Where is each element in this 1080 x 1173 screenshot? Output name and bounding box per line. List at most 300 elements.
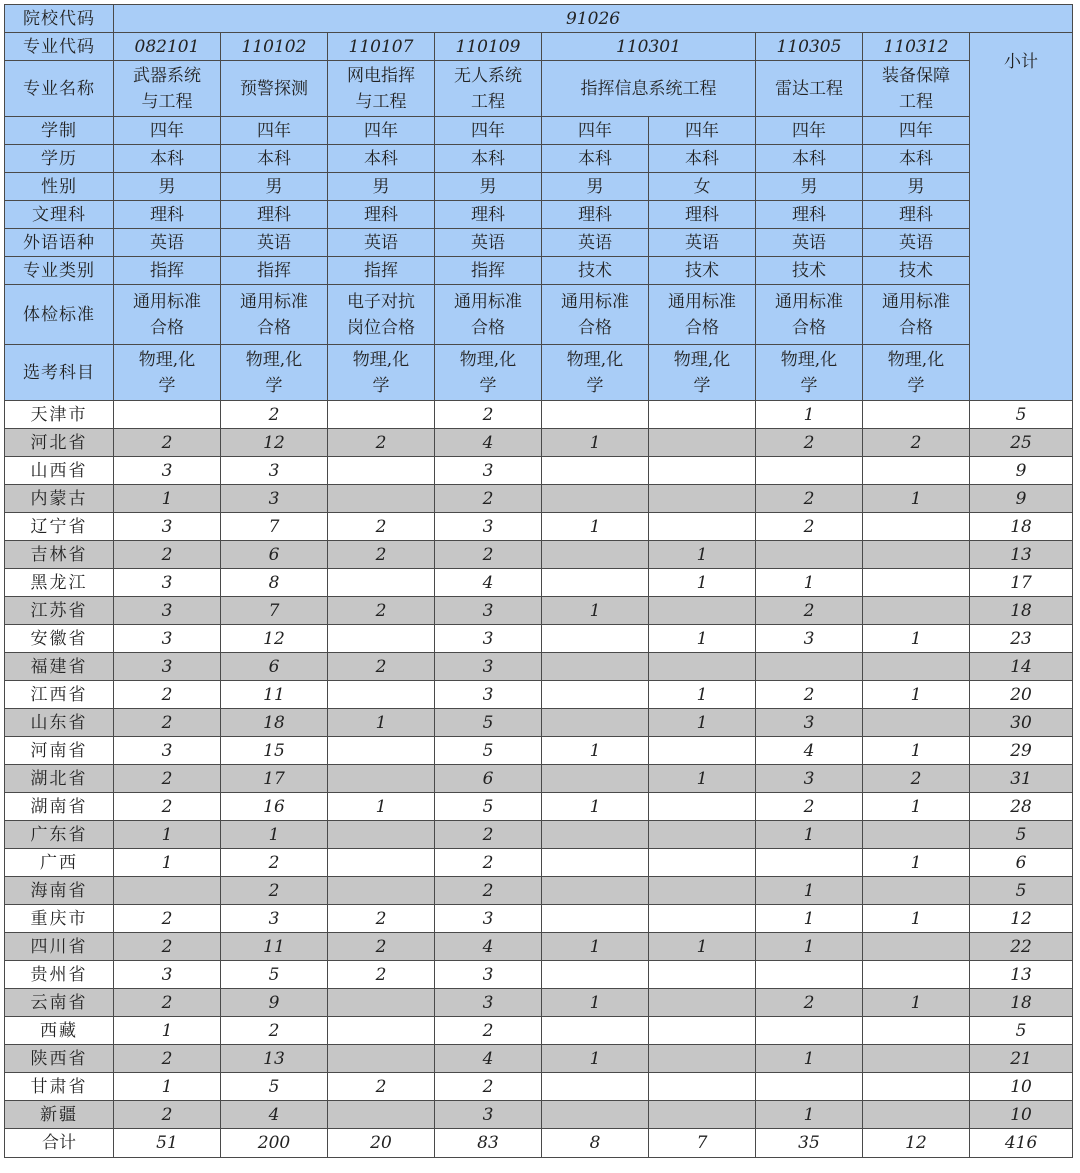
attribute-value: 英语 (435, 229, 542, 257)
quota-cell: 2 (756, 793, 863, 821)
physical-exam-row (5, 285, 1073, 345)
table-row (5, 457, 1073, 485)
quota-cell (328, 989, 435, 1017)
province-name: 甘肃省 (5, 1073, 114, 1101)
quota-cell (756, 541, 863, 569)
cell-line: 通用标准 (882, 291, 950, 312)
quota-cell (542, 681, 649, 709)
quota-cell: 2 (328, 961, 435, 989)
attribute-value: 四年 (328, 117, 435, 145)
row-subtotal: 21 (970, 1045, 1073, 1073)
row-subtotal: 25 (970, 429, 1073, 457)
quota-cell: 3 (756, 625, 863, 653)
quota-cell (649, 1017, 756, 1045)
total-label: 合计 (5, 1129, 114, 1158)
attribute-value: 英语 (649, 229, 756, 257)
quota-cell: 1 (542, 597, 649, 625)
attribute-value: 本科 (649, 145, 756, 173)
row-subtotal: 22 (970, 933, 1073, 961)
quota-cell (542, 849, 649, 877)
quota-cell: 3 (114, 653, 221, 681)
attribute-value: 男 (863, 173, 970, 201)
quota-cell (649, 1073, 756, 1101)
enrollment-plan-table-wrapper (4, 4, 1072, 1158)
quota-cell: 4 (435, 569, 542, 597)
attribute-value: 理科 (328, 201, 435, 229)
attribute-value: 理科 (435, 201, 542, 229)
quota-cell: 2 (328, 905, 435, 933)
attribute-value: 四年 (863, 117, 970, 145)
major-name-row (5, 61, 1073, 117)
quota-cell (756, 1017, 863, 1045)
quota-cell: 7 (221, 513, 328, 541)
major-name-line1: 预警探测 (240, 78, 308, 99)
quota-cell: 3 (114, 737, 221, 765)
quota-cell (756, 1073, 863, 1101)
attribute-value: 英语 (756, 229, 863, 257)
quota-cell: 2 (863, 765, 970, 793)
table-row (5, 765, 1073, 793)
quota-cell: 1 (756, 1045, 863, 1073)
cell-line: 学 (265, 375, 283, 396)
cell-line: 通用标准 (454, 291, 522, 312)
quota-cell (649, 793, 756, 821)
physical-exam-label: 体检标准 (5, 285, 114, 345)
table-row (5, 1017, 1073, 1045)
attribute-value: 男 (114, 173, 221, 201)
quota-cell: 2 (756, 989, 863, 1017)
attribute-value: 理科 (542, 201, 649, 229)
province-name: 新疆 (5, 1101, 114, 1129)
quota-cell (328, 569, 435, 597)
attribute-label: 性别 (5, 173, 114, 201)
quota-cell: 5 (435, 793, 542, 821)
major-name-line2: 工程 (471, 91, 505, 112)
quota-cell (863, 877, 970, 905)
attribute-value: 本科 (221, 145, 328, 173)
quota-cell: 1 (649, 933, 756, 961)
quota-cell: 1 (114, 1017, 221, 1045)
row-subtotal: 29 (970, 737, 1073, 765)
major-code-label: 专业代码 (5, 33, 114, 61)
quota-cell: 3 (114, 597, 221, 625)
quota-cell: 2 (435, 1073, 542, 1101)
attribute-value: 指挥 (221, 257, 328, 285)
attribute-value: 四年 (756, 117, 863, 145)
quota-cell: 2 (221, 1017, 328, 1045)
attribute-value: 技术 (756, 257, 863, 285)
quota-cell: 1 (863, 681, 970, 709)
quota-cell (863, 1073, 970, 1101)
quota-cell: 1 (756, 905, 863, 933)
row-subtotal: 9 (970, 457, 1073, 485)
province-name: 湖北省 (5, 765, 114, 793)
table-row (5, 653, 1073, 681)
province-name: 吉林省 (5, 541, 114, 569)
exam-subjects-value (435, 345, 542, 401)
cell-line: 物理,化 (138, 349, 196, 370)
quota-cell: 1 (649, 681, 756, 709)
row-subtotal: 31 (970, 765, 1073, 793)
quota-cell (542, 1073, 649, 1101)
attribute-label: 学历 (5, 145, 114, 173)
table-row (5, 681, 1073, 709)
subtotal-label: 小计 (1004, 51, 1039, 72)
province-name: 贵州省 (5, 961, 114, 989)
quota-cell (542, 961, 649, 989)
quota-cell: 3 (221, 485, 328, 513)
row-subtotal: 17 (970, 569, 1073, 597)
exam-subjects-label: 选考科目 (5, 345, 114, 401)
attribute-value: 英语 (221, 229, 328, 257)
row-subtotal: 5 (970, 401, 1073, 429)
attribute-value: 男 (221, 173, 328, 201)
quota-cell (649, 877, 756, 905)
attribute-value: 技术 (649, 257, 756, 285)
table-row (5, 1045, 1073, 1073)
attribute-row (5, 201, 1073, 229)
exam-subjects-value (649, 345, 756, 401)
quota-cell: 2 (435, 849, 542, 877)
quota-cell: 1 (542, 737, 649, 765)
row-subtotal: 28 (970, 793, 1073, 821)
quota-cell: 9 (221, 989, 328, 1017)
row-subtotal: 10 (970, 1073, 1073, 1101)
quota-cell: 5 (435, 737, 542, 765)
quota-cell (863, 457, 970, 485)
major-name (328, 61, 435, 117)
quota-cell: 15 (221, 737, 328, 765)
enrollment-plan-table (4, 4, 1073, 1158)
cell-line: 通用标准 (668, 291, 736, 312)
attribute-label: 文理科 (5, 201, 114, 229)
province-name: 重庆市 (5, 905, 114, 933)
quota-cell: 1 (863, 905, 970, 933)
attribute-value: 本科 (435, 145, 542, 173)
quota-cell (863, 569, 970, 597)
cell-line: 合格 (899, 317, 933, 338)
major-name (542, 61, 756, 117)
cell-line: 物理,化 (459, 349, 517, 370)
quota-cell (649, 597, 756, 625)
quota-cell (649, 821, 756, 849)
quota-cell (542, 821, 649, 849)
total-row (5, 1129, 1073, 1158)
quota-cell: 4 (756, 737, 863, 765)
row-subtotal: 13 (970, 961, 1073, 989)
cell-line: 学 (479, 375, 497, 396)
row-subtotal: 18 (970, 597, 1073, 625)
attribute-row (5, 145, 1073, 173)
quota-cell: 6 (221, 541, 328, 569)
cell-line: 物理,化 (245, 349, 303, 370)
attribute-value: 理科 (221, 201, 328, 229)
row-subtotal: 30 (970, 709, 1073, 737)
row-subtotal: 9 (970, 485, 1073, 513)
quota-cell (328, 1045, 435, 1073)
quota-cell (649, 737, 756, 765)
major-name-line1: 网电指挥 (347, 65, 415, 86)
quota-cell (328, 737, 435, 765)
quota-cell (649, 961, 756, 989)
attribute-value: 本科 (863, 145, 970, 173)
attribute-value: 英语 (328, 229, 435, 257)
quota-cell: 2 (328, 597, 435, 625)
quota-cell: 1 (221, 821, 328, 849)
quota-cell (649, 905, 756, 933)
row-subtotal: 23 (970, 625, 1073, 653)
quota-cell: 12 (221, 625, 328, 653)
quota-cell: 1 (649, 625, 756, 653)
total-cell: 8 (542, 1129, 649, 1158)
attribute-value: 四年 (221, 117, 328, 145)
province-name: 海南省 (5, 877, 114, 905)
major-name-line2: 工程 (899, 91, 933, 112)
exam-subjects-value (542, 345, 649, 401)
cell-line: 学 (158, 375, 176, 396)
quota-cell: 2 (114, 681, 221, 709)
cell-line: 合格 (792, 317, 826, 338)
quota-cell (649, 849, 756, 877)
province-name: 广西 (5, 849, 114, 877)
table-row (5, 1073, 1073, 1101)
table-row (5, 961, 1073, 989)
quota-cell: 1 (863, 485, 970, 513)
quota-cell: 3 (435, 513, 542, 541)
row-subtotal: 6 (970, 849, 1073, 877)
quota-cell (863, 709, 970, 737)
major-code: 082101 (114, 33, 221, 61)
attribute-value: 理科 (756, 201, 863, 229)
quota-cell: 3 (114, 569, 221, 597)
quota-cell: 1 (649, 541, 756, 569)
quota-cell: 2 (328, 429, 435, 457)
quota-cell: 4 (221, 1101, 328, 1129)
major-code: 110109 (435, 33, 542, 61)
quota-cell: 1 (756, 933, 863, 961)
cell-line: 物理,化 (887, 349, 945, 370)
table-row (5, 737, 1073, 765)
quota-cell: 1 (649, 709, 756, 737)
quota-cell (649, 989, 756, 1017)
physical-exam-value (435, 285, 542, 345)
quota-cell: 2 (328, 933, 435, 961)
row-subtotal: 20 (970, 681, 1073, 709)
quota-cell: 3 (435, 989, 542, 1017)
major-name (221, 61, 328, 117)
quota-cell: 2 (114, 541, 221, 569)
table-row (5, 793, 1073, 821)
major-name (435, 61, 542, 117)
province-name: 广东省 (5, 821, 114, 849)
quota-cell (863, 1045, 970, 1073)
quota-cell: 13 (221, 1045, 328, 1073)
quota-cell: 17 (221, 765, 328, 793)
table-row (5, 513, 1073, 541)
province-name: 陕西省 (5, 1045, 114, 1073)
subtotal-header (970, 33, 1073, 401)
school-code-value: 91026 (114, 5, 1073, 33)
attribute-value: 男 (435, 173, 542, 201)
quota-cell (542, 653, 649, 681)
major-name-line1: 无人系统 (454, 65, 522, 86)
quota-cell (863, 1017, 970, 1045)
quota-cell (114, 401, 221, 429)
quota-cell: 1 (756, 1101, 863, 1129)
total-cell: 51 (114, 1129, 221, 1158)
exam-subjects-value (221, 345, 328, 401)
province-name: 江苏省 (5, 597, 114, 625)
cell-line: 物理,化 (352, 349, 410, 370)
row-subtotal: 5 (970, 1017, 1073, 1045)
quota-cell (328, 1017, 435, 1045)
quota-cell: 1 (542, 513, 649, 541)
quota-cell: 2 (221, 877, 328, 905)
attribute-value: 女 (649, 173, 756, 201)
quota-cell: 1 (114, 821, 221, 849)
quota-cell: 2 (756, 429, 863, 457)
quota-cell (328, 877, 435, 905)
quota-cell: 1 (863, 849, 970, 877)
quota-cell: 3 (114, 625, 221, 653)
quota-cell (328, 821, 435, 849)
quota-cell (328, 1101, 435, 1129)
attribute-value: 男 (328, 173, 435, 201)
quota-cell (863, 653, 970, 681)
attribute-value: 技术 (542, 257, 649, 285)
cell-line: 合格 (150, 317, 184, 338)
quota-cell: 2 (435, 541, 542, 569)
province-name: 山西省 (5, 457, 114, 485)
quota-cell: 1 (542, 429, 649, 457)
major-code: 110301 (542, 33, 756, 61)
province-name: 西藏 (5, 1017, 114, 1045)
quota-cell: 5 (221, 1073, 328, 1101)
quota-cell (649, 457, 756, 485)
major-name-line1: 雷达工程 (775, 78, 843, 99)
major-name-line1: 装备保障 (882, 65, 950, 86)
attribute-row (5, 257, 1073, 285)
quota-cell: 5 (221, 961, 328, 989)
quota-cell: 2 (328, 1073, 435, 1101)
quota-cell: 1 (756, 401, 863, 429)
quota-cell: 2 (328, 653, 435, 681)
quota-cell: 11 (221, 933, 328, 961)
major-name (756, 61, 863, 117)
row-subtotal: 18 (970, 513, 1073, 541)
major-name-line2: 与工程 (355, 91, 407, 112)
province-name: 湖南省 (5, 793, 114, 821)
cell-line: 通用标准 (775, 291, 843, 312)
quota-cell: 1 (114, 1073, 221, 1101)
cell-line: 学 (586, 375, 604, 396)
quota-cell: 2 (114, 793, 221, 821)
attribute-value: 指挥 (435, 257, 542, 285)
quota-cell (542, 1101, 649, 1129)
quota-cell (863, 933, 970, 961)
cell-line: 学 (693, 375, 711, 396)
exam-subjects-value (756, 345, 863, 401)
table-row (5, 429, 1073, 457)
table-row (5, 905, 1073, 933)
cell-line: 合格 (257, 317, 291, 338)
quota-cell (114, 877, 221, 905)
attribute-value: 理科 (863, 201, 970, 229)
cell-line: 通用标准 (240, 291, 308, 312)
quota-cell: 2 (756, 513, 863, 541)
exam-subjects-value (114, 345, 221, 401)
attribute-value: 英语 (863, 229, 970, 257)
quota-cell (863, 541, 970, 569)
quota-cell (328, 457, 435, 485)
total-cell: 12 (863, 1129, 970, 1158)
physical-exam-value (542, 285, 649, 345)
total-cell: 20 (328, 1129, 435, 1158)
quota-cell: 1 (756, 569, 863, 597)
quota-cell (542, 1017, 649, 1045)
quota-cell (328, 485, 435, 513)
quota-cell: 2 (328, 513, 435, 541)
quota-cell: 1 (114, 485, 221, 513)
attribute-value: 四年 (542, 117, 649, 145)
major-name (114, 61, 221, 117)
quota-cell: 2 (863, 429, 970, 457)
quota-cell: 1 (649, 765, 756, 793)
attribute-value: 理科 (114, 201, 221, 229)
quota-cell (863, 1101, 970, 1129)
quota-cell (649, 653, 756, 681)
row-subtotal: 5 (970, 821, 1073, 849)
row-subtotal: 5 (970, 877, 1073, 905)
province-name: 辽宁省 (5, 513, 114, 541)
cell-line: 学 (800, 375, 818, 396)
cell-line: 学 (372, 375, 390, 396)
quota-cell (863, 961, 970, 989)
cell-line: 学 (907, 375, 925, 396)
quota-cell: 1 (542, 1045, 649, 1073)
attribute-value: 男 (542, 173, 649, 201)
table-row (5, 709, 1073, 737)
quota-cell: 3 (435, 625, 542, 653)
quota-cell (649, 429, 756, 457)
row-subtotal: 14 (970, 653, 1073, 681)
table-row (5, 933, 1073, 961)
total-cell: 7 (649, 1129, 756, 1158)
attribute-value: 本科 (756, 145, 863, 173)
quota-cell: 1 (114, 849, 221, 877)
major-code: 110107 (328, 33, 435, 61)
attribute-row (5, 229, 1073, 257)
cell-line: 合格 (685, 317, 719, 338)
quota-cell: 2 (114, 709, 221, 737)
quota-cell: 2 (114, 765, 221, 793)
major-name-line2: 与工程 (141, 91, 193, 112)
attribute-value: 四年 (114, 117, 221, 145)
cell-line: 物理,化 (780, 349, 838, 370)
row-subtotal: 13 (970, 541, 1073, 569)
quota-cell (756, 653, 863, 681)
physical-exam-value (649, 285, 756, 345)
quota-cell (328, 681, 435, 709)
province-name: 四川省 (5, 933, 114, 961)
quota-cell: 3 (221, 457, 328, 485)
quota-cell (542, 765, 649, 793)
province-name: 黑龙江 (5, 569, 114, 597)
attribute-value: 指挥 (328, 257, 435, 285)
quota-cell: 2 (328, 541, 435, 569)
exam-subjects-value (328, 345, 435, 401)
total-cell: 83 (435, 1129, 542, 1158)
